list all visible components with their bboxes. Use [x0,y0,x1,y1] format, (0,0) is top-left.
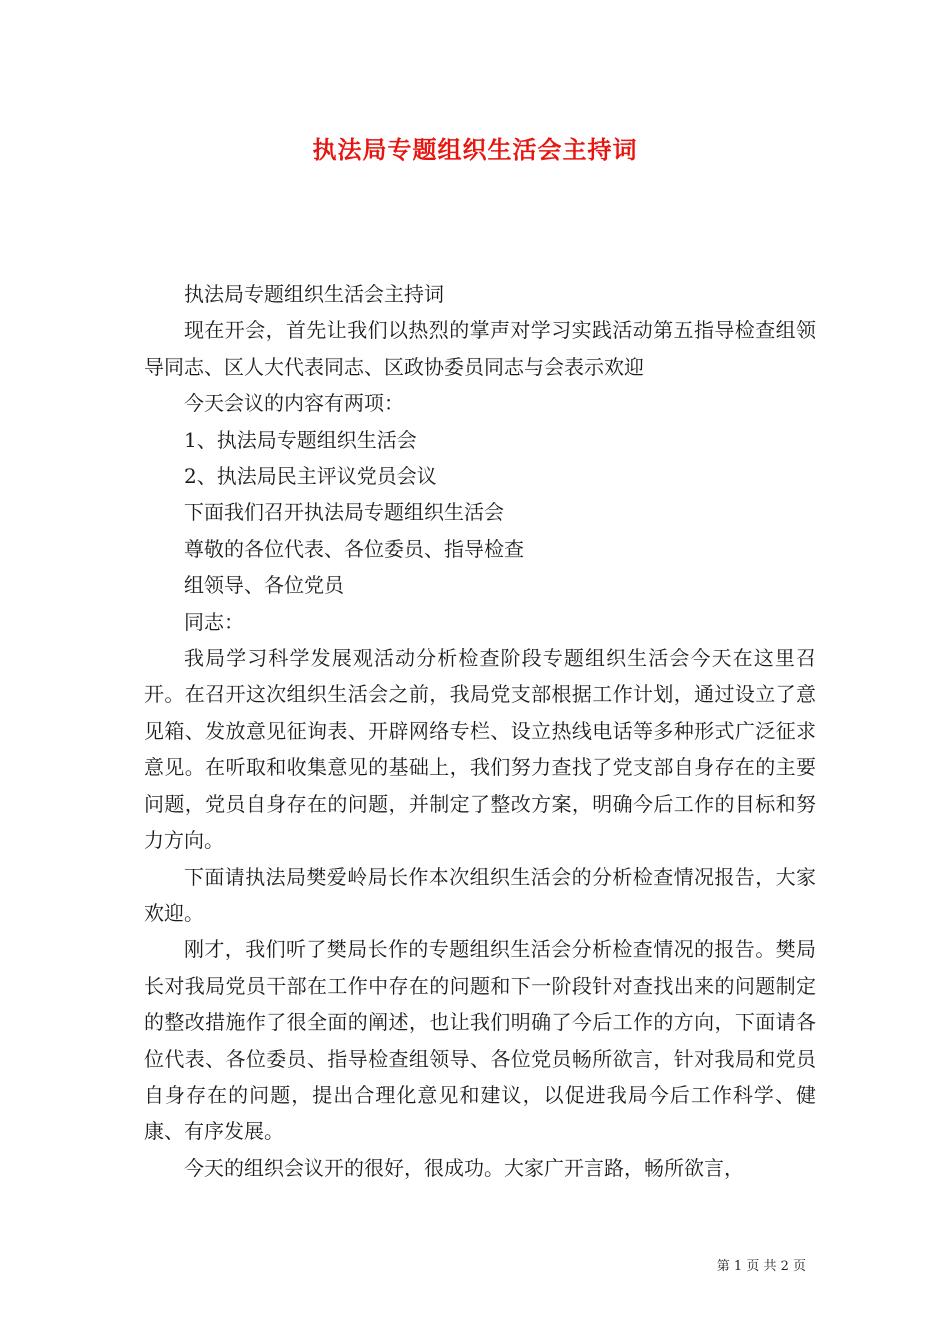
paragraph: 同志： [184,609,244,634]
page-number: 第 1 页 共 2 页 [716,1259,806,1274]
paragraph: 今天的组织会议开的很好，很成功。大家广开言路，畅所欲言， [184,1155,744,1180]
paragraph: 执法局专题组织生活会主持词 [184,282,444,306]
paragraph: 刚才，我们听了樊局长作的专题组织生活会分析检查情况的报告。樊局长对我局党员干部在工作中存在的问题和下一阶段针对查找出来的问题制定的整改措施作了很全面的阐述，也让我们明确了今后工作的方向，下面请各位代表、各位委员、指导检查组领导、各位党员畅所欲言，针对我局和党员自身存在的问题，提出合理化意见和建议，以促进我局今后工作科学、健康、有序发展。 [144,937,816,1144]
paragraph: 今天会议的内容有两项： [184,391,404,416]
paragraph: 下面请执法局樊爱岭局长作本次组织生活会的分析检查情况报告，大家欢迎。 [144,864,816,925]
paragraph: 现在开会，首先让我们以热烈的掌声对学习实践活动第五指导检查组领导同志、区人大代表同志、区政协委员同志与会表示欢迎 [144,318,816,379]
document-body [144,276,816,1186]
paragraph: 尊敬的各位代表、各位委员、指导检查 [184,536,524,561]
paragraph: 1、执法局专题组织生活会 [184,427,417,452]
paragraph: 下面我们召开执法局专题组织生活会 [184,500,504,525]
paragraph: 2、执法局民主评议党员会议 [184,464,437,489]
paragraph: 我局学习科学发展观活动分析检查阶段专题组织生活会今天在这里召开。在召开这次组织生活会之前，我局党支部根据工作计划，通过设立了意见箱、发放意见征询表、开辟网络专栏、设立热线电话等多种形式广泛征求意见。在听取和收集意见的基础上，我们努力查找了党支部自身存在的主要问题，党员自身存在的问题，并制定了整改方案，明确今后工作的目标和努力方向。 [144,646,816,853]
document-title: 执法局专题组织生活会主持词 [312,135,638,164]
paragraph: 组领导、各位党员 [184,573,344,598]
